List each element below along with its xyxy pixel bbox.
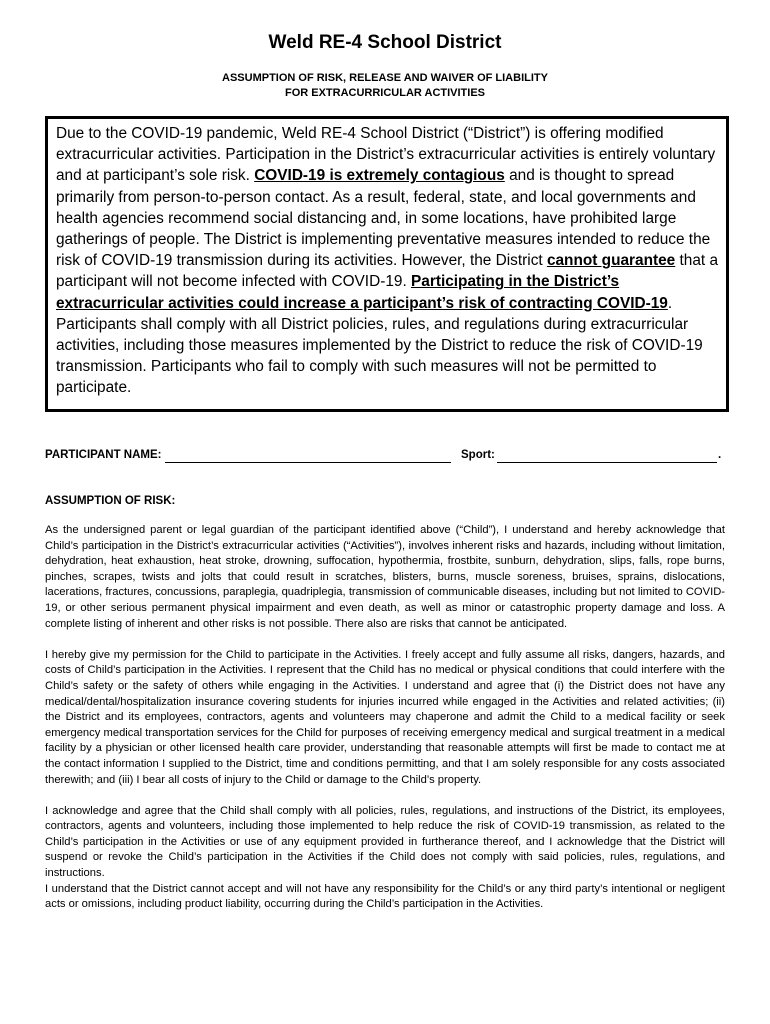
risk-paragraph-2: I hereby give my permission for the Child to participate in the Activities. I freely accept and fully assume all risks, dangers, hazards, and costs of Child’s participation in the Activities. I represent that the Child has no medical or physical conditions that could interfere with the Child’s safety or the safety of others while engaging in the Activities. I understand and agree that (i) the District does not have any medical/dental/hospitalization insurance covering students for injuries incurred while engaged in the Activities and related activities; (ii) the District and its employees, contractors, agents and volunteers may chaperone and admit the Child to a medical facility or seek emergency medical transportation services for the Child for purposes of receiving emergency medical and surgical treatment in a medical facility by a physician or other licensed health care provider, understanding that reasonable attempts will first be made to contact me at the contact information I supplied to the District, time and conditions permitting, and that I am solely responsible for any costs associated therewith; and (iii) I bear all costs of injury to the Child or damage to the Child’s property. bbox=[45, 648, 725, 786]
participant-name-label: PARTICIPANT NAME: bbox=[45, 449, 162, 461]
page-title: Weld RE-4 School District bbox=[268, 32, 502, 53]
notice-emphasis-no-guarantee: cannot guarantee bbox=[546, 252, 676, 270]
sport-field[interactable] bbox=[497, 462, 717, 463]
participant-name-field[interactable] bbox=[165, 462, 451, 463]
participant-fields bbox=[45, 449, 725, 465]
assumption-of-risk-heading: ASSUMPTION OF RISK: bbox=[45, 495, 176, 507]
risk-paragraph-1: As the undersigned parent or legal guardian of the participant identified above (“Child”), I understand and hereby acknowledge that Child’s participation in the District’s extracurricular activities (“Activities”), involves inherent risks and hazards, including without limitation, dehydration, heat exhaustion, heat stroke, drowning, suffocation, hypothermia, frostbite, sunburn, dehydration, slips, falls, rope burns, pinches, scrapes, twists and jolts that could result in scratches, blisters, burns, muscle soreness, bruises, sprains, dislocations, lacerations, fractures, concussions, paraplegia, quadriplegia, transmission of communicable diseases, including but not limited to COVID-19, or other serious permanent physical impairment and even death, as well as minor or catastrophic property damage and loss. A complete listing of inherent and other risks is not possible. There also are risks that cannot be anticipated. bbox=[45, 524, 725, 630]
notice-text-4: . Participants shall comply with all District policies, rules, and regulations during extracurricular activities, including those measures implemented by the District to reduce the risk of COVID-19 transmission. Participants who fail to comply with such measures will not be permitted to participate. bbox=[56, 294, 703, 397]
notice-emphasis-increased-risk: Participating in the District’s extracurricular activities could increase a participant’s risk of contracting COVID-19 bbox=[56, 273, 668, 312]
subtitle-line-2: FOR EXTRACURRICULAR ACTIVITIES bbox=[284, 87, 486, 99]
notice-text-3: that a participant will not become infected with COVID-19. bbox=[56, 252, 719, 291]
notice-text-1: Due to the COVID-19 pandemic, Weld RE-4 School District (“District”) is offering modified extracurricular activities. Participation in the District’s extracurricular activities is entirely voluntary and at participant’s sole risk. bbox=[56, 125, 716, 185]
notice-emphasis-contagious: COVID-19 is extremely contagious bbox=[254, 167, 505, 185]
risk-paragraph-3: I acknowledge and agree that the Child shall comply with all policies, rules, regulations, and instructions of the District, its employees, contractors, agents and volunteers, including those implemented to help reduce the risk of COVID-19 transmission, as related to the Child’s participation in the Activities or use of any equipment provided in furtherance thereof, and I acknowledge that the District will suspend or revoke the Child’s participation in the Activities if the Child does not comply with said policies, rules, regulations, and instructions. bbox=[45, 804, 725, 880]
covid-notice-box bbox=[45, 116, 729, 412]
notice-text-2: and is thought to spread primarily from person-to-person contact. As a result, federal, state, and local governments and health agencies recommend social distancing and, in some locations, have prohibited large gatherings of people. The District is implementing preventative measures intended to reduce the risk of COVID-19 transmission during its activities. However, the District bbox=[56, 167, 711, 270]
sport-line-end: . bbox=[718, 449, 722, 461]
assumption-of-risk-body bbox=[45, 523, 725, 913]
risk-paragraph-4: I understand that the District cannot accept and will not have any responsibility for the Child’s or any third party’s intentional or negligent acts or omissions, including product liability, occurring during the Child’s participation in the Activities. bbox=[45, 882, 725, 911]
document-subtitle bbox=[0, 71, 770, 101]
sport-label: Sport: bbox=[461, 449, 495, 461]
subtitle-line-1: ASSUMPTION OF RISK, RELEASE AND WAIVER OF LIABILITY bbox=[222, 72, 548, 84]
